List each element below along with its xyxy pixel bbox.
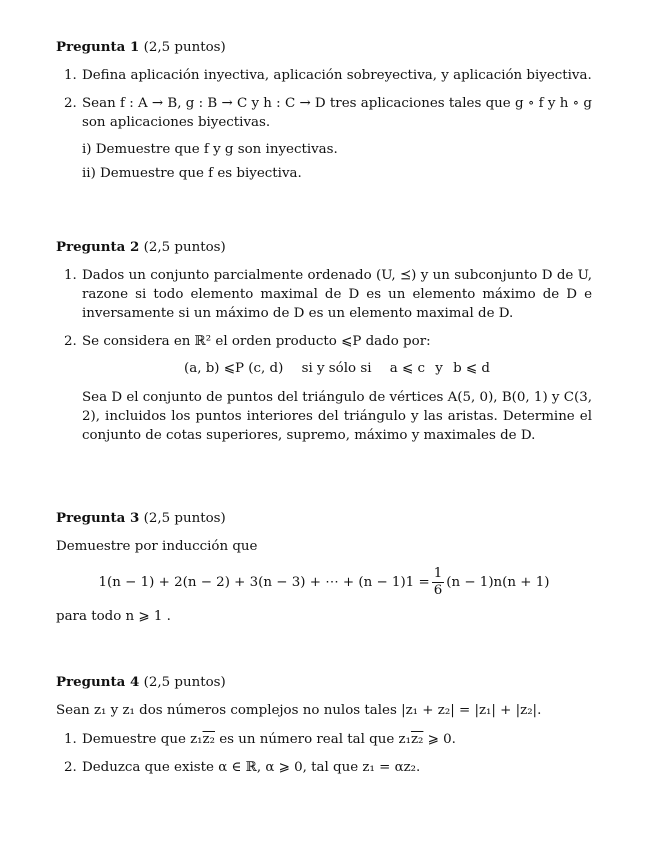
question-4-item-1	[56, 730, 592, 749]
order-left: (a, b) ⩽P (c, d)	[184, 361, 284, 376]
item-number: 2.	[64, 760, 77, 775]
question-1-item-1	[56, 66, 592, 85]
order-definition	[82, 359, 592, 378]
item-text-mid: es un número real tal que z₁	[214, 732, 411, 747]
subitems	[82, 140, 592, 183]
induction-equation	[56, 566, 592, 599]
question-2-title	[56, 238, 592, 257]
subitem-ii: ii) Demuestre que f es biyectiva.	[82, 166, 302, 181]
question-2	[56, 238, 592, 454]
item-number: 2.	[64, 334, 77, 349]
question-1-list	[56, 66, 592, 183]
question-4-list	[56, 730, 592, 777]
question-3-points: (2,5 puntos)	[143, 511, 226, 526]
question-3-title	[56, 509, 592, 528]
equation-rhs: (n − 1)n(n + 1)	[446, 575, 550, 590]
item-text-pre: Demuestre que z₁	[82, 732, 203, 747]
order-cond-2: b ⩽ d	[453, 361, 490, 376]
question-4-item-2	[56, 758, 592, 777]
question-1-item-2	[56, 94, 592, 183]
fraction-denominator: 6	[433, 583, 443, 598]
order-mid: si y sólo si	[301, 361, 372, 376]
order-and: y	[435, 361, 443, 376]
subitem-i: i) Demuestre que f y g son inyectivas.	[82, 142, 338, 157]
question-4-points: (2,5 puntos)	[143, 675, 226, 690]
item-number: 1.	[64, 268, 77, 283]
question-2-list	[56, 266, 592, 445]
question-2-item-2	[56, 332, 592, 445]
order-cond-1: a ⩽ c	[389, 361, 425, 376]
question-2-points: (2,5 puntos)	[143, 240, 226, 255]
question-3-intro: Demuestre por inducción que	[56, 539, 258, 554]
item-text: Sean f : A → B, g : B → C y h : C → D tres aplicaciones tales que g ∘ f y h ∘ g son aplicaciones biyectivas.	[82, 96, 592, 130]
item-paragraph: Sea D el conjunto de puntos del triángulo de vértices A(5, 0), B(0, 1) y C(3, 2), incluidos los puntos interiores del triángulo y las aristas. Determine el conjunto de cotas superiores, supremo, máximo y maximales de D.	[82, 390, 592, 443]
question-3	[56, 509, 592, 626]
item-number: 2.	[64, 96, 77, 111]
question-1-label: Pregunta 1	[56, 39, 140, 55]
item-text: Deduzca que existe α ∈ ℝ, α ⩾ 0, tal que z₁ = αz₂.	[82, 760, 421, 775]
question-1-points: (2,5 puntos)	[143, 40, 226, 55]
conjugate-z2-2: z₂	[410, 732, 424, 747]
question-1-title	[56, 38, 592, 57]
item-number: 1.	[64, 732, 77, 747]
question-1	[56, 38, 592, 192]
fraction-numerator: 1	[433, 566, 443, 581]
item-number: 1.	[64, 68, 77, 83]
item-text: Dados un conjunto parcialmente ordenado (U, ⪯) y un subconjunto D de U, razone si todo elemento maximal de D es un elemento máximo de D e inversamente si un máximo de D es un elemento maximal de D.	[82, 268, 592, 321]
question-2-item-1	[56, 266, 592, 323]
question-4-label: Pregunta 4	[56, 674, 140, 690]
question-2-label: Pregunta 2	[56, 239, 140, 255]
question-3-outro: para todo n ⩾ 1 .	[56, 609, 171, 624]
item-text-post: ⩾ 0.	[423, 732, 456, 747]
question-4-intro: Sean z₁ y z₁ dos números complejos no nulos tales |z₁ + z₂| = |z₁| + |z₂|.	[56, 703, 542, 718]
equation-lhs: 1(n − 1) + 2(n − 2) + 3(n − 3) + ⋯ + (n − 1)1 =	[98, 575, 430, 590]
question-3-label: Pregunta 3	[56, 510, 140, 526]
item-text: Defina aplicación inyectiva, aplicación sobreyectiva, y aplicación biyectiva.	[82, 68, 592, 83]
equation-fraction	[432, 566, 445, 599]
item-text: Se considera en ℝ² el orden producto ⩽P dado por:	[82, 334, 431, 349]
question-4	[56, 673, 592, 786]
question-4-title	[56, 673, 592, 692]
conjugate-z2: z₂	[202, 732, 215, 747]
